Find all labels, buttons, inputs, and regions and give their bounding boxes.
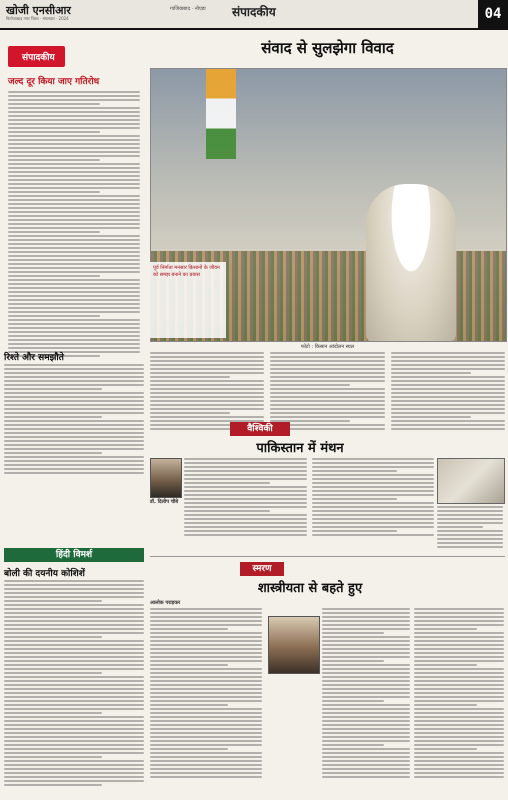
bolī-headline: बोली की दयनीय कोशिशें xyxy=(4,569,85,579)
editorial-tag: संपादकीय xyxy=(8,46,65,67)
memoir-col2 xyxy=(322,608,410,780)
masthead-meta: गाजियाबाद · नोएडा xyxy=(170,6,206,12)
flag-graphic xyxy=(206,69,236,159)
memoir-byline: आलोक पराड़कर xyxy=(150,600,181,606)
masthead xyxy=(0,0,508,30)
subheading-relations: रिश्ते और समझौते xyxy=(4,353,64,363)
relations-body xyxy=(4,364,144,476)
editorial-heading: जल्द दूर किया जाए गतिरोध xyxy=(8,77,100,87)
pakistan-article-body xyxy=(184,458,434,538)
memoir-col1 xyxy=(150,608,262,780)
section-bar-hindi: हिंदी विमर्श xyxy=(4,548,144,562)
page-number: 04 xyxy=(478,0,508,28)
pakistan-headline: पाकिस्तान में मंथन xyxy=(256,441,344,456)
boli-article-body xyxy=(4,580,144,788)
date-line: फिरोजाबाद नगर जिला · मंगलवार · 2024 xyxy=(6,16,69,21)
main-article-body xyxy=(150,352,505,432)
paper-name: खोजी एनसीआर xyxy=(6,4,71,17)
main-headline: संवाद से सुलझेगा विवाद xyxy=(261,39,394,57)
section-bar-memoir: स्मरण xyxy=(240,562,284,576)
memoir-col3 xyxy=(414,608,504,780)
speaker-figure xyxy=(366,184,456,342)
memoir-headline: शास्त्रीयता से बहते हुए xyxy=(257,581,363,596)
editorial-body xyxy=(4,91,144,357)
section-title: संपादकीय xyxy=(232,5,276,19)
singer-photo xyxy=(268,616,320,674)
bottom-divider xyxy=(150,556,505,557)
map-image xyxy=(437,458,505,504)
photo-caption: फोटो : किसान आंदोलन स्थल xyxy=(300,344,355,350)
author-byline: डॉ. दिलीप चौबे xyxy=(150,499,179,505)
pull-quote: पूर्व निर्माता मनसार किसानों के जीवन को समझ बनाने का प्रयास xyxy=(150,262,226,338)
author-photo xyxy=(150,458,182,498)
section-bar-global: वैश्विकी xyxy=(230,422,290,436)
pakistan-article-col3 xyxy=(437,506,503,550)
